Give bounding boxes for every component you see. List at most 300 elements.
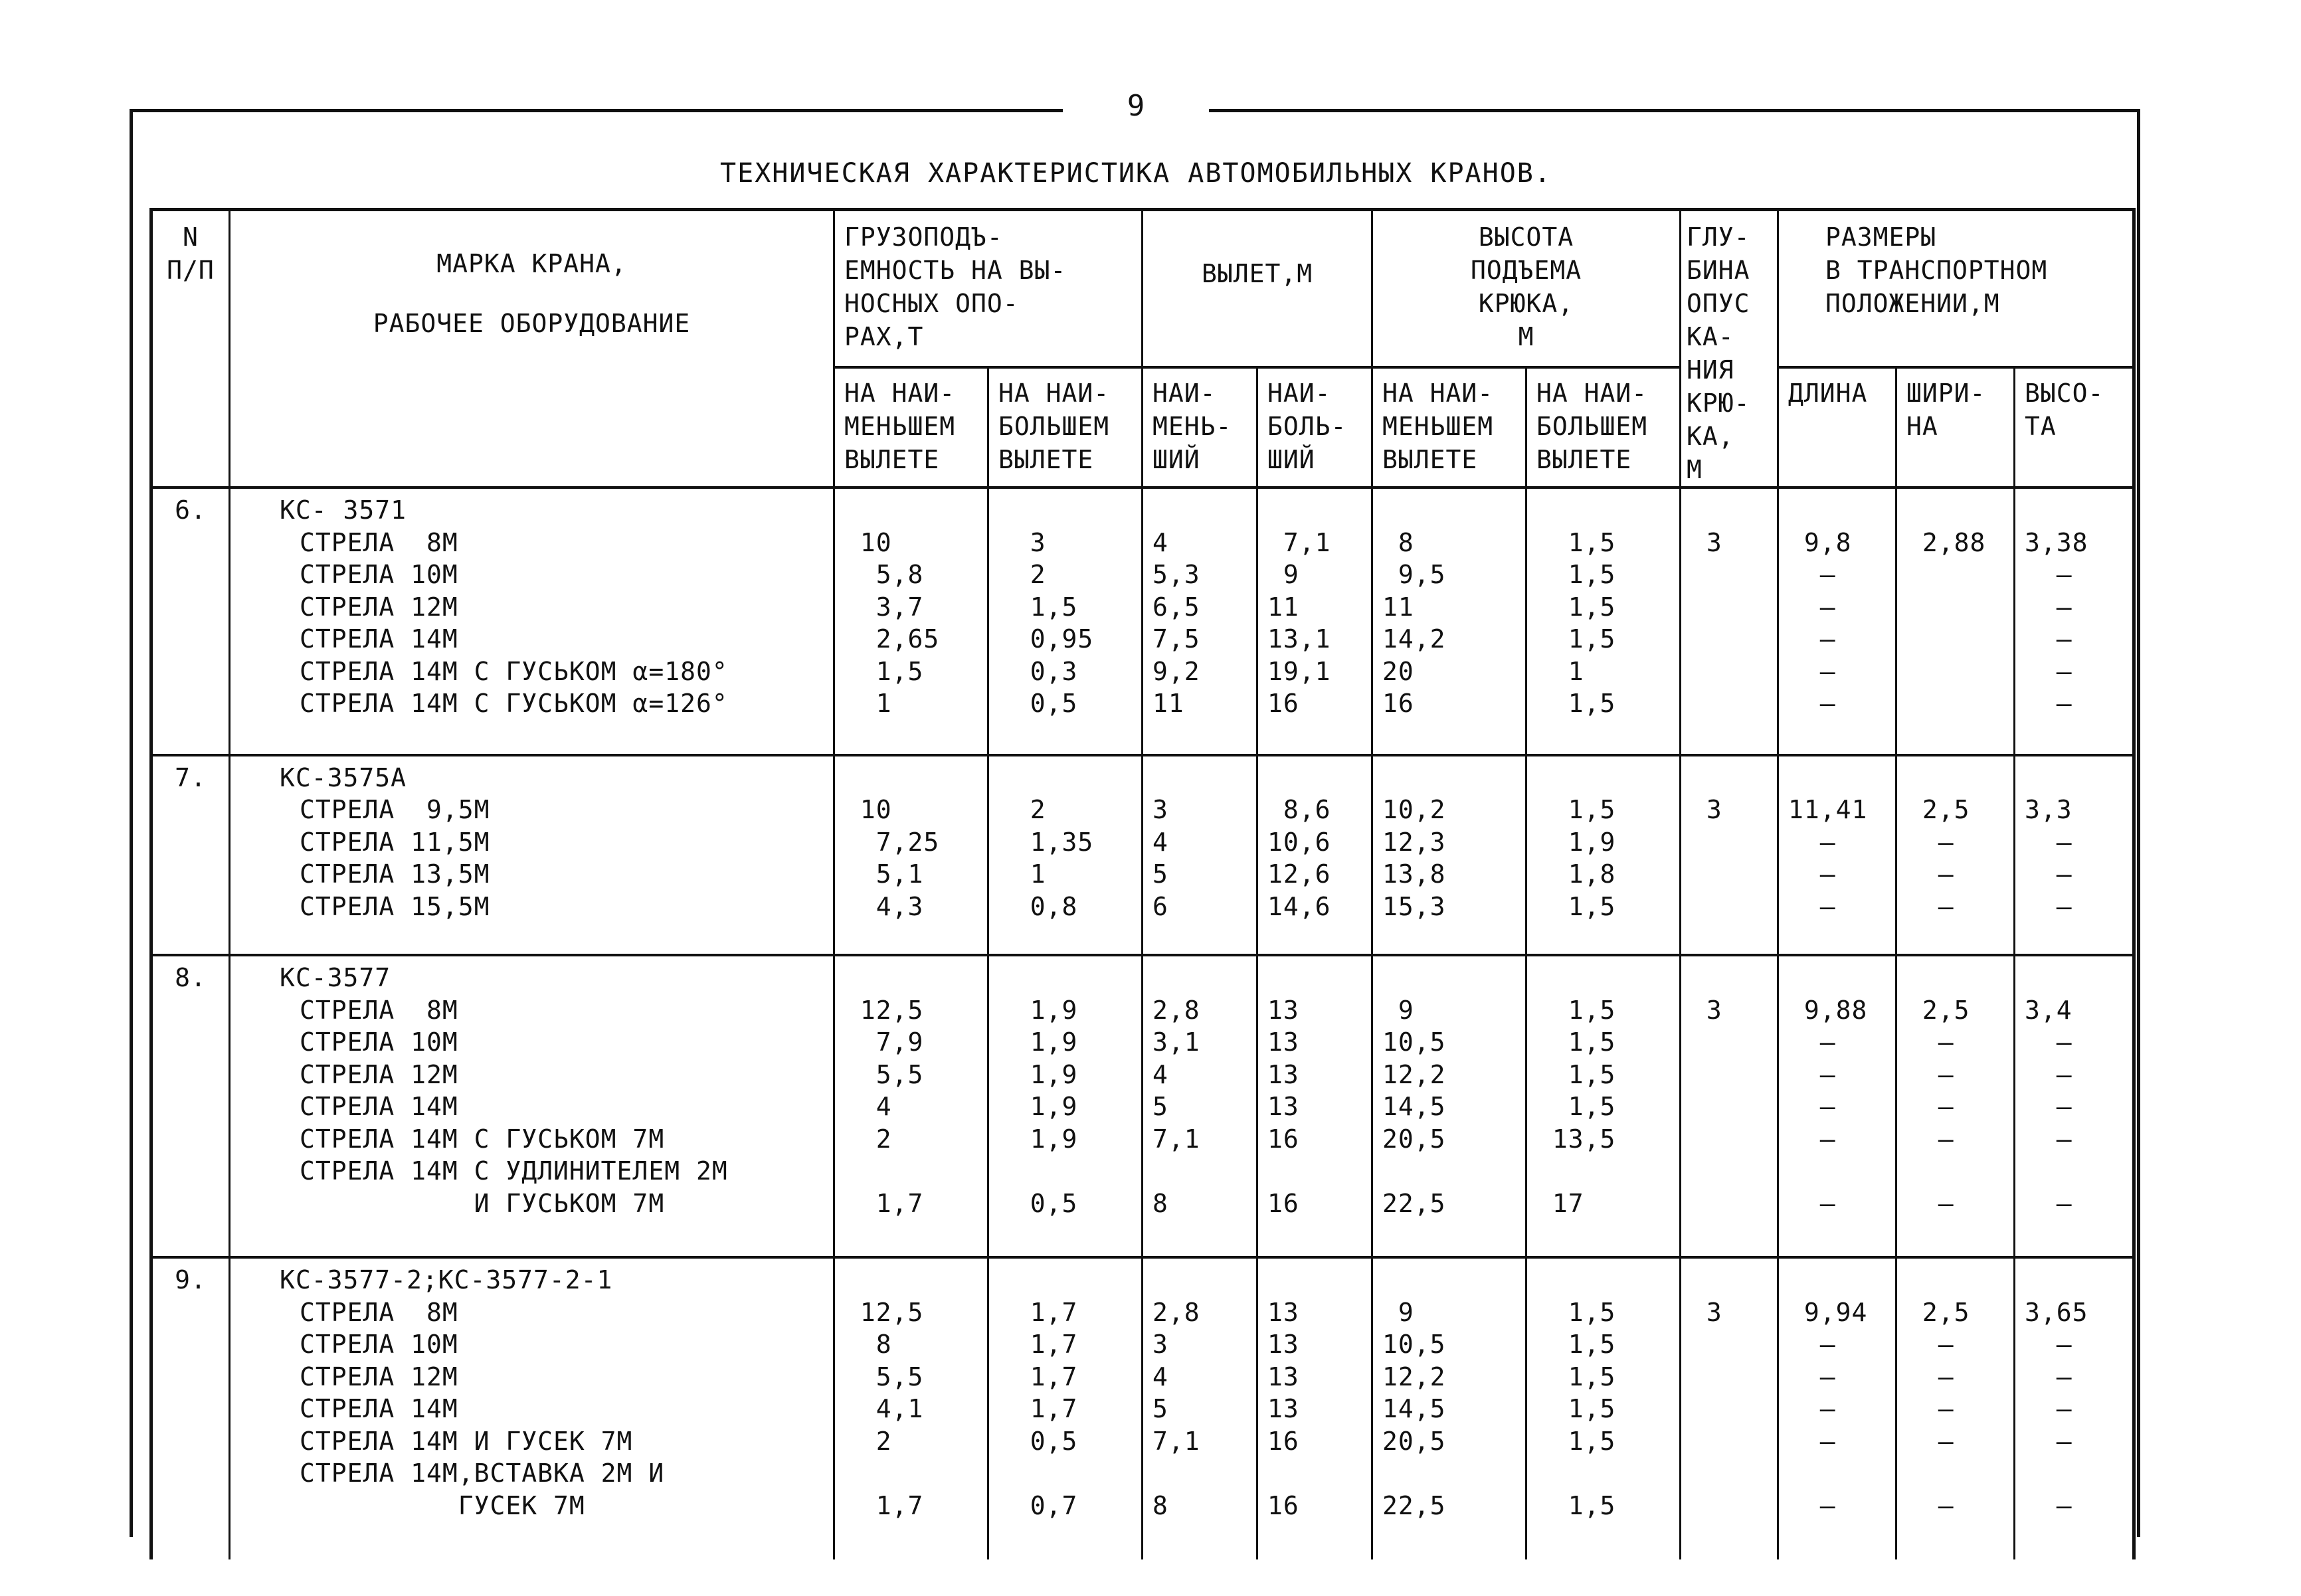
header-model: МАРКА КРАНА, РАБОЧЕЕ ОБОРУДОВАНИЕ: [230, 210, 834, 488]
crane-model-cell: [230, 955, 834, 1257]
cell-lift-min: [1372, 1257, 1526, 1559]
value: 1,7: [844, 1188, 924, 1218]
value: –: [2025, 827, 2072, 857]
cell-length: [1778, 1257, 1896, 1559]
value: 2,8: [1152, 1297, 1200, 1327]
crane-model-cell: [230, 755, 834, 955]
value: [2025, 962, 2123, 994]
value: 0,3: [998, 656, 1078, 686]
header-line: МЕНЬШЕМ: [1382, 412, 1494, 442]
value: [1691, 1059, 1768, 1091]
header-line: М: [1687, 455, 1703, 484]
header-line: ШИЙ: [1267, 445, 1315, 475]
value: –: [1906, 1330, 1954, 1360]
value: 13,5: [1536, 1124, 1616, 1154]
cell-cap-min: [834, 1257, 988, 1559]
cell-cap-max: [988, 755, 1143, 955]
value: 1,5: [844, 656, 924, 686]
boom-config: СТРЕЛА 12М: [300, 1362, 458, 1391]
header-line: ВЫСО-: [2025, 379, 2104, 408]
header-line: БОЛЬ-: [1267, 412, 1347, 442]
header-line: ВЫЛЕТЕ: [1382, 445, 1478, 475]
value: –: [2025, 1394, 2072, 1424]
value: –: [1788, 827, 1836, 857]
value: 9: [1382, 1297, 1414, 1327]
value: 14,6: [1267, 891, 1331, 921]
boom-config: СТРЕЛА 8М: [300, 995, 458, 1025]
value: 1,5: [1536, 624, 1616, 654]
value: –: [1906, 1362, 1954, 1391]
value: 1,9: [998, 1027, 1078, 1057]
value: [844, 494, 978, 527]
cell-lift-max: [1526, 488, 1681, 755]
value: 16: [1382, 689, 1414, 718]
value: 1,5: [1536, 1362, 1616, 1391]
value: 10,5: [1382, 1330, 1446, 1360]
header-line: М: [1518, 322, 1534, 351]
value: 13: [1267, 1330, 1299, 1360]
header-line: НИЯ: [1687, 355, 1734, 385]
value: [1906, 762, 2004, 794]
value: [1691, 858, 1768, 891]
value: 19,1: [1267, 656, 1331, 686]
header-line: РАХ,Т: [844, 322, 924, 351]
value: 9,2: [1152, 656, 1200, 686]
value: 1,5: [1536, 1426, 1616, 1456]
value: [1906, 623, 2004, 656]
boom-config: СТРЕЛА 12М: [300, 1059, 458, 1089]
header-depth: [1681, 210, 1778, 488]
value: [1691, 656, 1768, 688]
value: –: [1906, 1394, 1954, 1424]
value: [1267, 1264, 1362, 1296]
value: 1,35: [998, 827, 1094, 857]
value: –: [2025, 891, 2072, 921]
value: [1382, 1155, 1516, 1188]
value: –: [1788, 592, 1836, 622]
value: 1,5: [1536, 1490, 1616, 1520]
value: –: [2025, 592, 2072, 622]
value: 3,7: [844, 592, 924, 622]
value: 3: [1691, 1297, 1722, 1327]
cell-cap-max: [988, 1257, 1143, 1559]
value: 2: [844, 1426, 892, 1456]
cell-length: [1778, 488, 1896, 755]
value: 1,5: [1536, 1330, 1616, 1360]
cell-height: [2015, 755, 2134, 955]
value: [1691, 1393, 1768, 1425]
value: 2,88: [1906, 527, 1986, 557]
value: [1267, 1155, 1362, 1188]
value: [1267, 494, 1362, 527]
value: [1691, 1328, 1768, 1361]
value: [1906, 494, 2004, 527]
header-length: ДЛИНА: [1778, 367, 1896, 488]
value: 9: [1267, 560, 1299, 589]
boom-config: СТРЕЛА 14М: [300, 1092, 458, 1122]
value: 3: [1152, 795, 1168, 825]
value: 9,94: [1788, 1297, 1868, 1327]
value: 13: [1267, 1362, 1299, 1391]
header-num: [151, 210, 230, 488]
boom-config: И ГУСЬКОМ 7М: [300, 1188, 665, 1218]
value: 20: [1382, 656, 1414, 686]
value: [1536, 494, 1670, 527]
value: –: [1906, 1490, 1954, 1520]
value: –: [1788, 1188, 1836, 1218]
value: [1382, 494, 1516, 527]
value: –: [1906, 1059, 1954, 1089]
value: 4: [1152, 1059, 1168, 1089]
boom-config: СТРЕЛА 13,5М: [300, 859, 490, 889]
value: 10,5: [1382, 1027, 1446, 1057]
value: [1536, 962, 1670, 994]
value: 13: [1267, 1059, 1299, 1089]
value: –: [1788, 891, 1836, 921]
value: 7,5: [1152, 624, 1200, 654]
value: 14,5: [1382, 1394, 1446, 1424]
value: [1382, 962, 1516, 994]
value: 12,6: [1267, 859, 1331, 889]
value: 12,5: [844, 995, 924, 1025]
value: 7,1: [1152, 1426, 1200, 1456]
value: 1: [1536, 656, 1584, 686]
value: [1691, 687, 1768, 720]
value: 11,41: [1788, 795, 1868, 825]
value: [2025, 762, 2123, 794]
value: 2,65: [844, 624, 940, 654]
boom-config: СТРЕЛА 15,5М: [300, 891, 490, 921]
value: [1691, 762, 1768, 794]
header-line: НА НАИ-: [1382, 379, 1494, 408]
value: –: [1788, 1426, 1836, 1456]
header-line: НА: [1906, 412, 1938, 442]
value: 4: [1152, 827, 1168, 857]
value: [1536, 1155, 1670, 1188]
header-line: НА НАИ-: [998, 379, 1110, 408]
crane-model-cell: [230, 488, 834, 755]
value: –: [2025, 656, 2072, 686]
value: 7,1: [1152, 1124, 1200, 1154]
value: –: [1906, 891, 1954, 921]
value: 9: [1382, 995, 1414, 1025]
value: [844, 1155, 978, 1188]
value: 1,7: [844, 1490, 924, 1520]
header-line: ШИЙ: [1152, 445, 1200, 475]
value: –: [1788, 1027, 1836, 1057]
value: 3: [1691, 795, 1722, 825]
header-line: БОЛЬШЕМ: [1536, 412, 1648, 442]
value: 1,5: [1536, 1092, 1616, 1122]
cell-length: [1778, 755, 1896, 955]
boom-config: СТРЕЛА 14М С ГУСЬКОМ 7М: [300, 1124, 665, 1154]
value: –: [2025, 624, 2072, 654]
value: 16: [1267, 689, 1299, 718]
value: [1691, 826, 1768, 859]
value: –: [2025, 560, 2072, 589]
value: –: [2025, 1124, 2072, 1154]
value: 1,5: [1536, 995, 1616, 1025]
value: 3: [1152, 1330, 1168, 1360]
value: 1,9: [1536, 827, 1616, 857]
value: 10,2: [1382, 795, 1446, 825]
header-line: КРЮКА,: [1478, 289, 1574, 318]
cell-cap-min: [834, 955, 988, 1257]
value: [1691, 1457, 1768, 1490]
value: 5,8: [844, 560, 924, 589]
value: [844, 962, 978, 994]
cell-reach-min: [1143, 955, 1257, 1257]
value: 8: [1382, 527, 1414, 557]
value: 4: [1152, 527, 1168, 557]
header-line: НА НАИ-: [1536, 379, 1648, 408]
value: 1,5: [1536, 891, 1616, 921]
cell-cap-min: [834, 755, 988, 955]
row-number: 7.: [151, 755, 230, 955]
value: 2: [998, 795, 1046, 825]
value: –: [2025, 1426, 2072, 1456]
cell-depth: [1681, 488, 1778, 755]
table-row: [151, 755, 2134, 955]
cell-depth: [1681, 1257, 1778, 1559]
cell-lift-max: [1526, 1257, 1681, 1559]
crane-model-cell: [230, 1257, 834, 1559]
value: 1,5: [1536, 1394, 1616, 1424]
value: 5: [1152, 859, 1168, 889]
header-capacity: [834, 210, 1143, 368]
value: 15,3: [1382, 891, 1446, 921]
value: [844, 762, 978, 794]
value: 0,5: [998, 1426, 1078, 1456]
value: 11: [1152, 689, 1184, 718]
value: –: [1906, 1188, 1954, 1218]
cell-width: [1896, 1257, 2015, 1559]
value: –: [1788, 1394, 1836, 1424]
header-lift-max: [1526, 367, 1681, 488]
value: 16: [1267, 1124, 1299, 1154]
table-row: [151, 955, 2134, 1257]
value: 1,9: [998, 1124, 1078, 1154]
value: [1788, 762, 1886, 794]
value: [1691, 1188, 1768, 1220]
header-line: НОСНЫХ ОПО-: [844, 289, 1019, 318]
header-line: РАЗМЕРЫ: [1825, 222, 1937, 252]
value: [998, 1457, 1132, 1490]
value: [2025, 1264, 2123, 1296]
boom-config: СТРЕЛА 10М: [300, 560, 458, 589]
header-line: КА-: [1687, 322, 1734, 351]
cell-lift-min: [1372, 488, 1526, 755]
value: [1536, 762, 1670, 794]
value: 12,3: [1382, 827, 1446, 857]
crane-model: КС-3575А: [280, 762, 407, 792]
cell-reach-max: [1257, 488, 1372, 755]
value: 1,7: [998, 1297, 1078, 1327]
value: [1906, 1457, 2004, 1490]
value: 16: [1267, 1490, 1299, 1520]
value: [1691, 1425, 1768, 1458]
value: 13,8: [1382, 859, 1446, 889]
header-reach-min: [1143, 367, 1257, 488]
value: [1691, 1026, 1768, 1059]
value: [1906, 962, 2004, 994]
value: 1,5: [1536, 795, 1616, 825]
boom-config: СТРЕЛА 10М: [300, 1027, 458, 1057]
value: 0,7: [998, 1490, 1078, 1520]
value: 5,5: [844, 1059, 924, 1089]
header-line: ВЫСОТА: [1478, 222, 1574, 252]
value: 16: [1267, 1188, 1299, 1218]
cell-depth: [1681, 955, 1778, 1257]
value: [998, 494, 1132, 527]
value: 1,7: [998, 1330, 1078, 1360]
value: 1,5: [1536, 1027, 1616, 1057]
header-lift-min: [1372, 367, 1526, 488]
value: 16: [1267, 1426, 1299, 1456]
boom-config: СТРЕЛА 12М: [300, 592, 458, 622]
row-number: 9.: [151, 1257, 230, 1559]
value: 3,3: [2025, 795, 2072, 825]
value: [1691, 1123, 1768, 1156]
header-line: ГЛУ-: [1687, 222, 1750, 252]
header-line: МЕНЬШЕМ: [844, 412, 956, 442]
value: 5,5: [844, 1362, 924, 1391]
value: [1152, 1457, 1247, 1490]
value: [998, 962, 1132, 994]
cell-reach-max: [1257, 955, 1372, 1257]
value: –: [1788, 1124, 1836, 1154]
value: 12,5: [844, 1297, 924, 1327]
value: 8,6: [1267, 795, 1331, 825]
table-row: [151, 1257, 2134, 1559]
value: 9,8: [1788, 527, 1852, 557]
value: –: [2025, 1362, 2072, 1391]
value: [1788, 962, 1886, 994]
value: 2,8: [1152, 995, 1200, 1025]
value: 1,7: [998, 1394, 1078, 1424]
header-line: НАИ-: [1152, 379, 1216, 408]
boom-config: СТРЕЛА 8М: [300, 527, 458, 557]
value: [998, 1264, 1132, 1296]
value: 9,88: [1788, 995, 1868, 1025]
value: 3,65: [2025, 1297, 2088, 1327]
value: [1152, 762, 1247, 794]
value: 1,5: [1536, 560, 1616, 589]
value: 12,2: [1382, 1059, 1446, 1089]
value: [1691, 591, 1768, 624]
cell-lift-min: [1372, 755, 1526, 955]
value: 1,9: [998, 1092, 1078, 1122]
header-height: [2015, 367, 2134, 488]
value: 5: [1152, 1092, 1168, 1122]
header-line: ВЫЛЕТЕ: [998, 445, 1094, 475]
value: [1906, 559, 2004, 591]
header-line: КА,: [1687, 422, 1734, 451]
value: –: [2025, 1027, 2072, 1057]
value: –: [2025, 1490, 2072, 1520]
value: –: [2025, 689, 2072, 718]
value: 1,7: [998, 1362, 1078, 1391]
header-line: ОПУС: [1687, 289, 1750, 318]
value: [1267, 1457, 1362, 1490]
value: –: [2025, 1330, 2072, 1360]
value: –: [1788, 1490, 1836, 1520]
value: 3,38: [2025, 527, 2088, 557]
value: [1906, 591, 2004, 624]
value: –: [1788, 656, 1836, 686]
value: 8: [1152, 1188, 1168, 1218]
value: 7,25: [844, 827, 940, 857]
value: 13: [1267, 1092, 1299, 1122]
boom-config: СТРЕЛА 14М,ВСТАВКА 2М И: [300, 1459, 665, 1488]
row-number: 6.: [151, 488, 230, 755]
value: 3: [1691, 995, 1722, 1025]
value: 14,2: [1382, 624, 1446, 654]
header-line: В ТРАНСПОРТНОМ: [1825, 256, 2048, 285]
value: [1691, 962, 1768, 994]
boom-config: СТРЕЛА 10М: [300, 1330, 458, 1360]
value: 2,5: [1906, 795, 1970, 825]
value: [2025, 1457, 2123, 1490]
value: [2025, 494, 2123, 527]
cell-width: [1896, 955, 2015, 1257]
value: [1691, 1361, 1768, 1393]
value: [1267, 762, 1362, 794]
value: –: [1788, 689, 1836, 718]
header-reach-max: [1257, 367, 1372, 488]
value: 6: [1152, 891, 1168, 921]
value: –: [1906, 1092, 1954, 1122]
boom-config: СТРЕЛА 14М С ГУСЬКОМ α=126°: [300, 689, 728, 718]
value: 20,5: [1382, 1426, 1446, 1456]
header-line: ТА: [2025, 412, 2057, 442]
header-line: ВЫЛЕТЕ: [844, 445, 940, 475]
header-cap-min: [834, 367, 988, 488]
value: –: [2025, 1092, 2072, 1122]
table-body: [151, 488, 2134, 1559]
table-row: [151, 488, 2134, 755]
value: 13: [1267, 1027, 1299, 1057]
header-line: ВЫЛЕТЕ: [1536, 445, 1632, 475]
value: –: [1788, 624, 1836, 654]
value: –: [1906, 827, 1954, 857]
value: [1906, 687, 2004, 720]
value: [1788, 1264, 1886, 1296]
value: [1152, 1155, 1247, 1188]
value: 22,5: [1382, 1490, 1446, 1520]
boom-config: СТРЕЛА 14М И ГУСЕК 7М: [300, 1426, 633, 1456]
value: [1536, 1264, 1670, 1296]
value: 2,5: [1906, 995, 1970, 1025]
value: 1: [844, 689, 892, 718]
header-dims: [1778, 210, 2134, 368]
cell-width: [1896, 488, 2015, 755]
value: –: [1788, 859, 1836, 889]
value: [1152, 962, 1247, 994]
value: 22,5: [1382, 1188, 1446, 1218]
value: [1788, 1457, 1886, 1490]
value: 13: [1267, 995, 1299, 1025]
value: [844, 1264, 978, 1296]
value: 1,5: [1536, 1059, 1616, 1089]
cell-height: [2015, 955, 2134, 1257]
value: –: [2025, 1059, 2072, 1089]
value: [1906, 1155, 2004, 1188]
value: [1536, 1457, 1670, 1490]
crane-model: КС-3577-2;КС-3577-2-1: [280, 1265, 613, 1295]
value: –: [1788, 1059, 1836, 1089]
value: 1: [998, 859, 1046, 889]
